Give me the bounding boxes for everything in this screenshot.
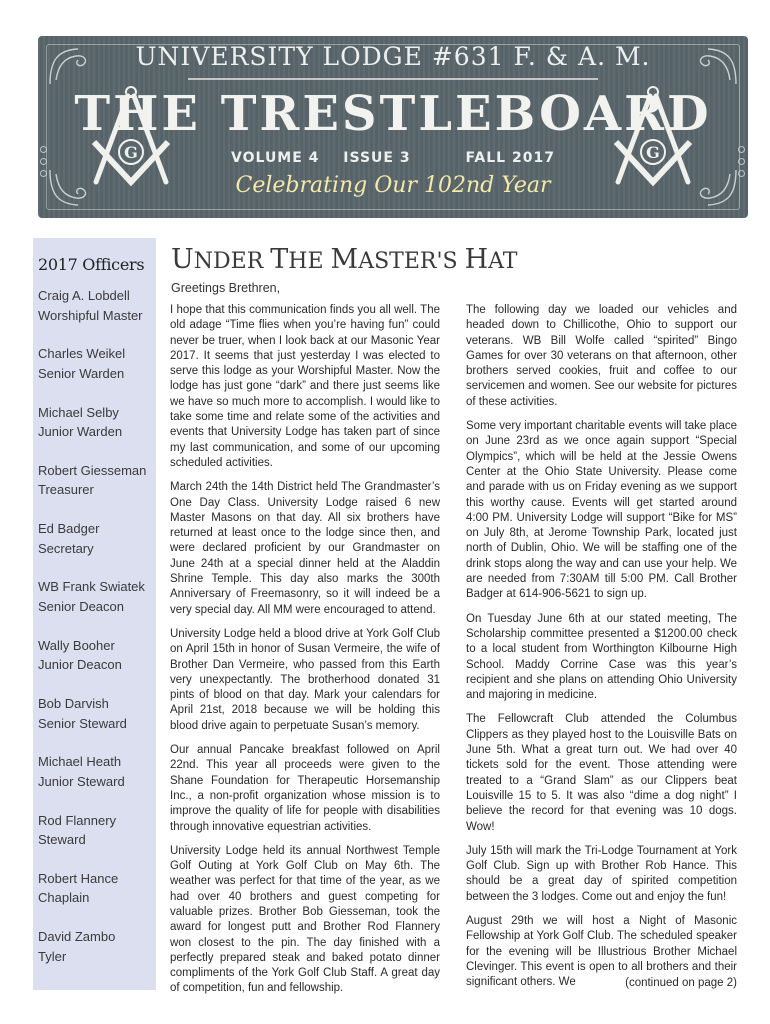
season-label: FALL 2017 xyxy=(465,150,555,166)
officer-title: Junior Steward xyxy=(38,773,125,789)
officer-name: Ed Badger xyxy=(38,521,100,537)
officer-list xyxy=(38,286,156,986)
paragraph: On Tuesday June 6th at our stated meeting, The Scholarship committee presented a $1200.00 check to a local student from Worthington Kilbourne High School. Maddy Corrine Case was this year’s recipient and she plans on attending Ohio University and majoring in medicine. xyxy=(466,612,737,702)
paragraph: Some very important charitable events will take place on June 23rd as we once again support “Special Olympics”, which will be held at the Jessie Owens Center at the Ohio State University. Please come and parade with us on Friday evening as we support this worthy cause. Events will get started around 4:00 PM. University Lodge will support “Bike for MS” on July 8th, at Jerome Township Park, located just north of Dublin, Ohio. We will be staffing one of the drink stops along the way and can use your help. We are needed from 7:30AM till 5:00 PM. Call Brother Badger at 614-906-5621 to sign up. xyxy=(466,420,738,601)
continued-note: (continued on page 2) xyxy=(625,977,737,989)
officer-title: Steward xyxy=(38,832,86,848)
newsletter-title: THE TRESTLEBOARD xyxy=(74,86,712,142)
paragraph: I hope that this communication finds you all well. The old adage “Time flies when you’re having fun” could never be truer, when I look back at our Masonic Year 2017. It seems that just yesterday I was elected to serve this lodge as your Worshipful Master. Now the lodge has just gone “dark” and there just seems like we have so much more to accomplish. I would like to take some time and relate some of the activities and events that University Lodge has taken part of since my last communication, and some of our upcoming scheduled activities. xyxy=(170,304,440,469)
headline-cap: H xyxy=(464,244,489,275)
paragraph: University Lodge held its annual Northwest Temple Golf Outing at York Golf Club on May 6th. The weather was perfect for that time of the year, as we had over 40 brothers and guest competing for valuable prizes. Brother Bob Giesseman, took the award for longest putt and Brother Rod Flannery won closest to the pin. The day finished with a perfectly prepared steak and baked potato dinner compliments of the York Golf Club Staff. A great day of competition, fun and fellowship. xyxy=(170,844,440,995)
officers-heading: 2017 Officers xyxy=(38,255,145,274)
headline-text: HE xyxy=(288,249,331,274)
lodge-name: UNIVERSITY LODGE #631 F. & A. M. xyxy=(135,42,651,71)
officer-entry xyxy=(38,577,156,635)
officer-entry xyxy=(38,403,156,461)
emblem-letter: G xyxy=(124,143,138,162)
paragraph: July 15th will mark the Tri-Lodge Tournament at York Golf Club. Sign up with Brother Rob Hance. This should be a great day of spirited competition between the 3 lodges. Come out and enjoy the fun! xyxy=(466,844,737,903)
officer-title: Tyler xyxy=(38,948,67,964)
officer-entry xyxy=(38,869,156,927)
article-column-2 xyxy=(466,303,737,999)
paragraph: March 24th the 14th District held The Grandmaster’s One Day Class. University Lodge raised 6 new Master Masons on that day. All six brothers have returned at least once to the lodge since then, and were declared proficient by our Grandmaster on June 24th at a special dinner held at the Aladdin Shrine Temple. This day also marks the 300th Anniversary of Freemasonry, so it will indeed be a very special day. All MM were encouraged to attend. xyxy=(170,481,440,616)
officer-name: Michael Heath xyxy=(38,754,122,770)
officer-title: Senior Deacon xyxy=(38,598,124,614)
paragraph: University Lodge held a blood drive at York Golf Club on April 15th in honor of Susan Vermeire, the wife of Brother Dan Vermeire, who passed from this Earth very unexpectantly. The brotherhood donated 31 pints of blood on that day. Mark your calendars for April 21st, 2018 because we will be holding this blood drive again to perpetuate Susan’s memory. xyxy=(170,627,440,732)
headline-cap: T xyxy=(270,244,289,275)
officer-name: Charles Weikel xyxy=(38,346,126,362)
issue-label: ISSUE 3 xyxy=(343,150,411,166)
masthead-banner xyxy=(38,36,748,218)
officer-name: Robert Hance xyxy=(38,870,119,886)
headline-text: ASTER'S xyxy=(358,249,465,274)
headline-cap: U xyxy=(171,244,194,275)
officer-name: Wally Booher xyxy=(38,637,115,653)
officer-entry xyxy=(38,927,156,985)
banner-divider xyxy=(188,78,598,80)
officer-entry xyxy=(38,344,156,402)
paragraph: The following day we loaded our vehicles and headed down to Chillicothe, Ohio to support our veterans. WB Bill Wolfe called “spirited” Bingo Games for over 30 veterans on that afternoon, other brothers served cookies, fruit and coffee to our servicemen and women. See our website for pictures of these activities. xyxy=(466,304,737,408)
officer-entry xyxy=(38,286,156,344)
officer-title: Junior Warden xyxy=(38,424,123,440)
issue-line xyxy=(38,150,748,166)
article-headline xyxy=(171,244,517,275)
officer-name: Craig A. Lobdell xyxy=(38,288,130,303)
officer-title: Junior Deacon xyxy=(38,657,122,673)
volume-label: VOLUME 4 xyxy=(231,150,320,166)
headline-cap: M xyxy=(330,244,359,275)
officers-sidebar xyxy=(33,238,156,990)
officer-name: David Zambo xyxy=(38,929,116,945)
headline-text: AT xyxy=(488,249,518,274)
paragraph: Our annual Pancake breakfast followed on April 22nd. This year all proceeds were given to the Shane Foundation for Therapeutic Horsemanship Inc., a non-profit organization whose mission is to improve the quality of life for people with disabilities through innovative equestrian activities. xyxy=(170,744,440,833)
officer-name: Rod Flannery xyxy=(38,812,117,828)
headline-text: NDER xyxy=(193,249,271,274)
officer-entry xyxy=(38,519,156,577)
officer-title: Worshipful Master xyxy=(38,307,143,323)
emblem-letter: G xyxy=(646,143,660,162)
paragraph: August 29th we will host a Night of Masonic Fellowship at York Golf Club. The scheduled speaker for the evening will be Illustrious Brother Michael Clevinger. This event is open to all brothers and their significant others. We xyxy=(466,914,737,989)
officer-title: Treasurer xyxy=(38,482,94,498)
officer-entry xyxy=(38,694,156,752)
officer-title: Senior Steward xyxy=(38,715,127,731)
officer-title: Chaplain xyxy=(38,890,90,906)
officer-name: WB Frank Swiatek xyxy=(38,579,145,595)
article-greeting: Greetings Brethren, xyxy=(171,281,281,295)
officer-name: Bob Darvish xyxy=(38,696,109,712)
officer-entry xyxy=(38,811,156,869)
officer-name: Robert Giesseman xyxy=(38,462,147,478)
officer-entry xyxy=(38,752,156,810)
officer-name: Michael Selby xyxy=(38,404,119,420)
officer-title: Secretary xyxy=(38,540,94,556)
officer-title: Senior Warden xyxy=(38,365,125,381)
article-column-1 xyxy=(170,303,440,1006)
paragraph: The Fellowcraft Club attended the Columbus Clippers as they played host to the Louisville Bats on June 5th. What a great turn out. We had over 40 tickets sold for the event. Those attending were treated to a “Grand Slam” as our Clippers beat Louisville 15 to 5. It was also “dime a dog night” I believe the record for that evening was 10 dogs. Wow! xyxy=(466,713,737,833)
anniversary-tagline: Celebrating Our 102nd Year xyxy=(235,173,551,198)
officer-entry xyxy=(38,461,156,519)
officer-entry xyxy=(38,636,156,694)
